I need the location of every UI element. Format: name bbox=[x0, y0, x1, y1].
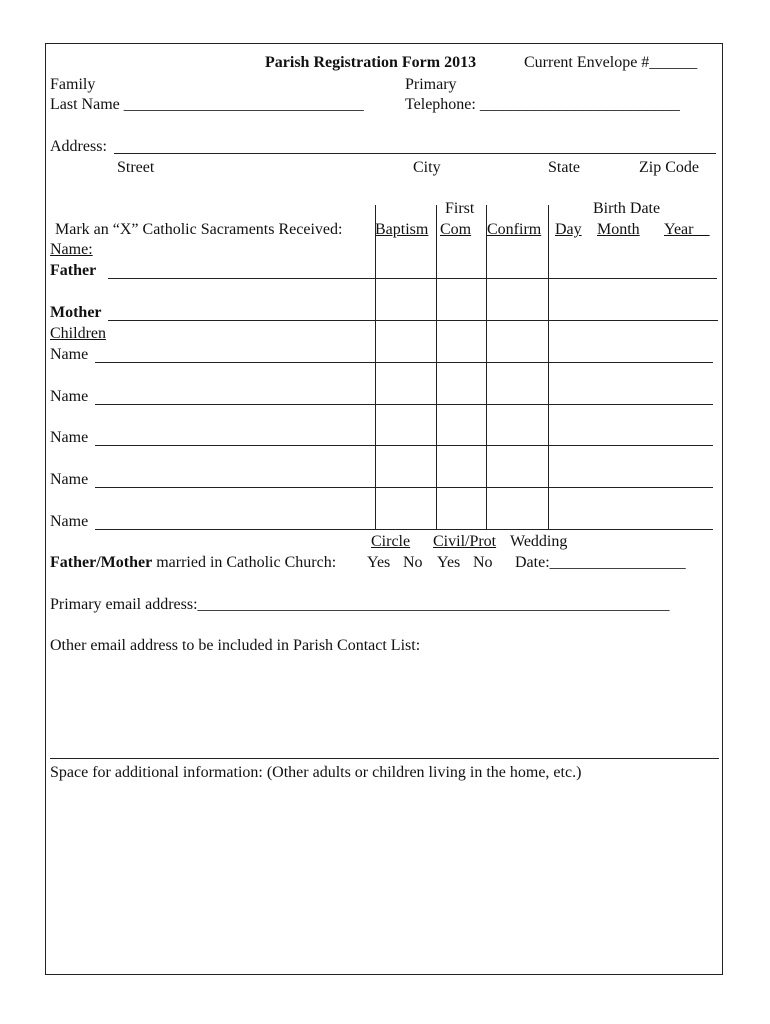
father-line[interactable] bbox=[108, 278, 717, 279]
catholic-yes-option[interactable]: Yes bbox=[367, 554, 391, 571]
sacraments-instruction: Mark an “X” Catholic Sacraments Received: bbox=[55, 221, 343, 238]
birth-date-label: Birth Date bbox=[593, 200, 661, 217]
child-name-label: Name bbox=[50, 429, 89, 446]
street-label: Street bbox=[117, 159, 155, 176]
year-header: Year__ bbox=[664, 221, 710, 238]
column-divider bbox=[486, 205, 487, 530]
mother-line[interactable] bbox=[108, 320, 718, 321]
com-header: Com bbox=[440, 221, 472, 238]
child-name-line[interactable] bbox=[95, 487, 713, 488]
wedding-label: Wedding bbox=[510, 533, 568, 550]
day-header: Day bbox=[555, 221, 582, 238]
additional-info-area[interactable] bbox=[50, 785, 718, 970]
catholic-no-option[interactable]: No bbox=[403, 554, 423, 571]
married-statement bbox=[50, 554, 336, 572]
last-name-field[interactable]: Last Name ______________________________ bbox=[50, 96, 364, 113]
wedding-date-field[interactable]: Date:_________________ bbox=[515, 554, 686, 571]
additional-info-label: Space for additional information: (Other adults or children living in the home, etc.) bbox=[50, 764, 582, 781]
column-divider bbox=[548, 205, 549, 530]
city-label: City bbox=[413, 159, 441, 176]
primary-label: Primary bbox=[405, 76, 457, 93]
first-label: First bbox=[445, 200, 475, 217]
circle-label: Circle bbox=[371, 533, 411, 550]
mother-label: Mother bbox=[50, 304, 102, 321]
child-name-line[interactable] bbox=[95, 404, 713, 405]
address-line[interactable] bbox=[114, 153, 716, 154]
other-email-label: Other email address to be included in Parish Contact List: bbox=[50, 637, 421, 654]
civil-prot-label: Civil/Prot bbox=[433, 533, 497, 550]
child-name-label: Name bbox=[50, 513, 89, 530]
child-name-label: Name bbox=[50, 388, 89, 405]
name-heading: Name: bbox=[50, 241, 93, 258]
confirm-header: Confirm bbox=[487, 221, 542, 238]
address-label: Address: bbox=[50, 138, 107, 155]
child-name-line[interactable] bbox=[95, 445, 713, 446]
child-name-line[interactable] bbox=[95, 529, 713, 530]
telephone-field[interactable]: Telephone: _________________________ bbox=[405, 96, 680, 113]
family-label: Family bbox=[50, 76, 96, 93]
zip-code-label: Zip Code bbox=[639, 159, 699, 176]
column-divider bbox=[375, 205, 376, 530]
father-label: Father bbox=[50, 262, 97, 279]
baptism-header: Baptism bbox=[375, 221, 429, 238]
form-title: Parish Registration Form 2013 bbox=[265, 54, 477, 71]
column-divider bbox=[436, 205, 437, 530]
children-heading: Children bbox=[50, 325, 106, 342]
child-name-label: Name bbox=[50, 346, 89, 363]
married-text: married in Catholic Church: bbox=[152, 554, 337, 571]
state-label: State bbox=[548, 159, 580, 176]
child-name-label: Name bbox=[50, 471, 89, 488]
child-name-line[interactable] bbox=[95, 362, 713, 363]
envelope-number-field[interactable]: Current Envelope #______ bbox=[524, 54, 698, 71]
father-mother-label: Father/Mother bbox=[50, 554, 153, 571]
month-header: Month bbox=[597, 221, 640, 238]
other-email-line[interactable] bbox=[50, 758, 719, 759]
civil-no-option[interactable]: No bbox=[473, 554, 493, 571]
primary-email-field[interactable]: Primary email address:___________________________________________________________ bbox=[50, 596, 670, 613]
civil-yes-option[interactable]: Yes bbox=[437, 554, 461, 571]
